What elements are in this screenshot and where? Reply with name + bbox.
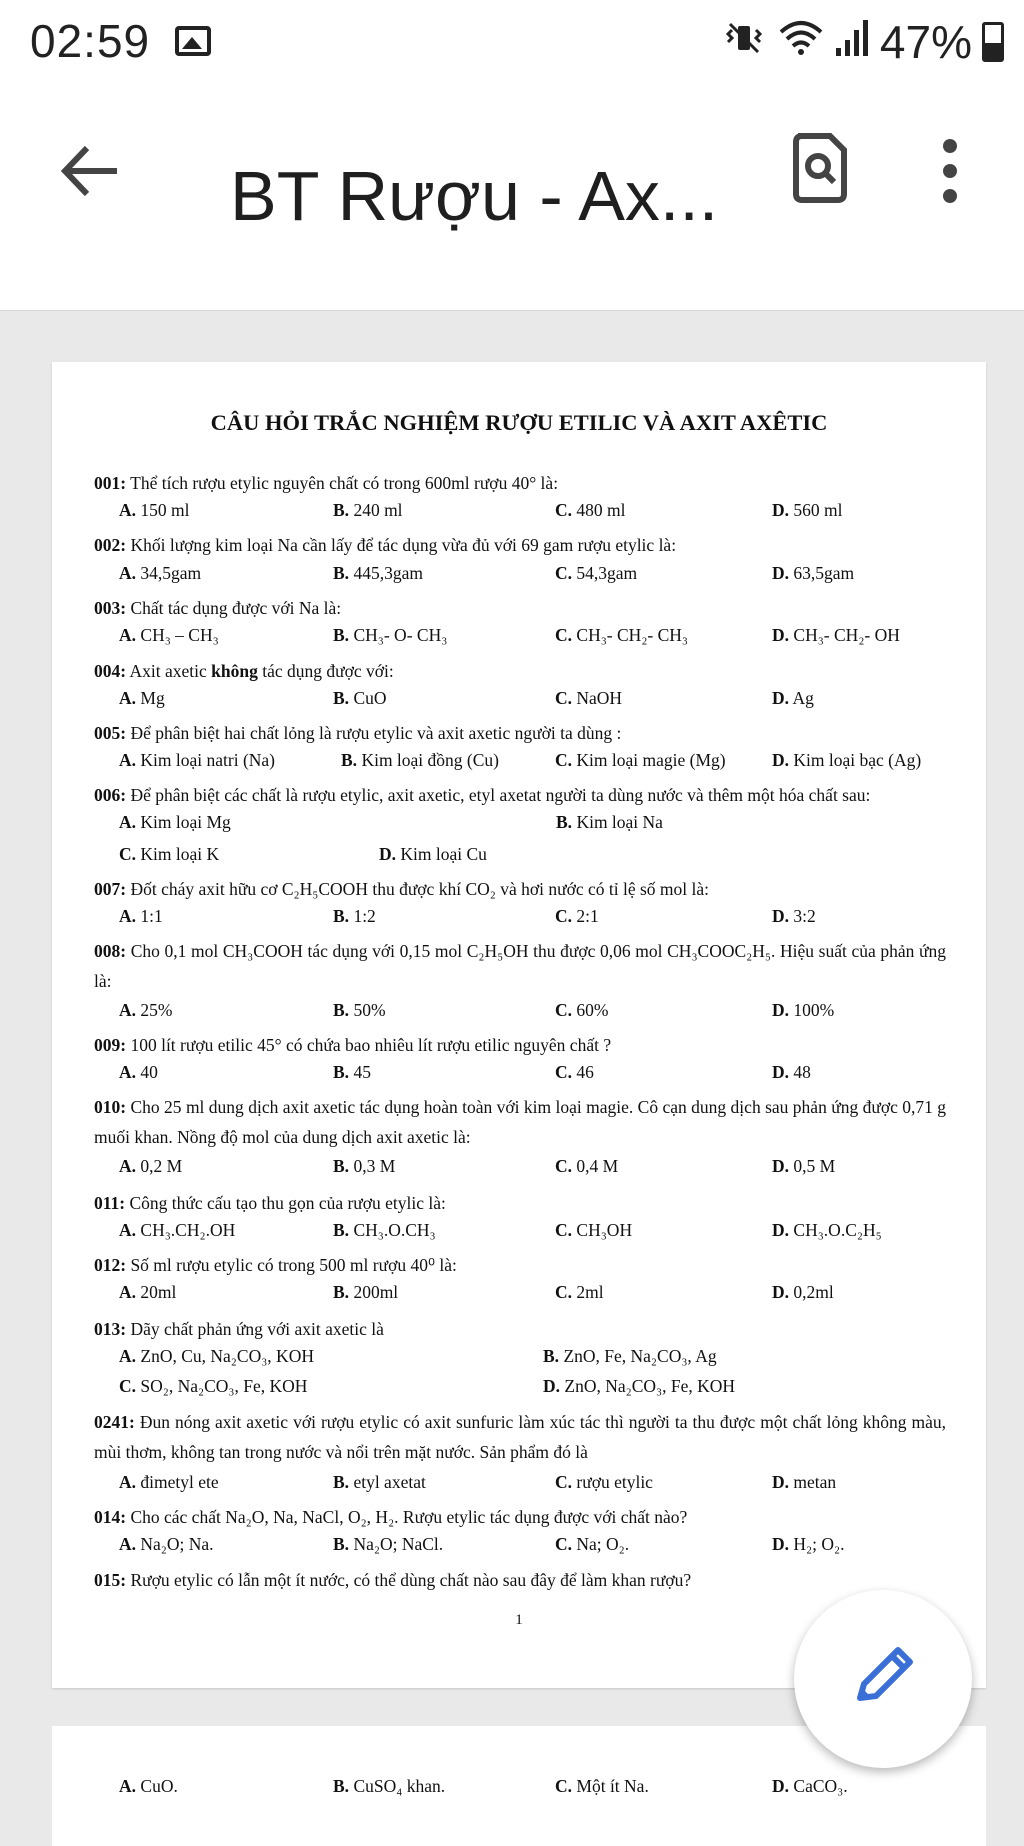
option-c: C. 54,3gam — [555, 563, 638, 583]
option-d: D. Kim loại Cu — [379, 844, 487, 864]
question-number: 003: — [94, 598, 127, 618]
option-a: A. ZnO, Cu, Na₂CO₃, KOH — [119, 1346, 314, 1366]
question — [94, 593, 946, 623]
option-d: D. CH₃- CH₂- OH — [772, 625, 900, 645]
option-a: A. Mg — [119, 688, 165, 708]
option-b: B. 240 ml — [333, 500, 403, 520]
battery-icon — [982, 22, 1004, 62]
option-a: A. 25% — [119, 1000, 173, 1020]
answer-options — [119, 844, 966, 874]
option-d: D. Kim loại bạc (Ag) — [772, 750, 922, 770]
option-a: A. 0,2 M — [119, 1156, 183, 1176]
pencil-icon — [846, 1640, 920, 1714]
answer-options — [119, 500, 966, 530]
answer-options — [119, 563, 966, 593]
edit-fab-button[interactable] — [794, 1590, 972, 1768]
option-a: A. CuO. — [119, 1776, 178, 1796]
page-number: 1 — [515, 1612, 523, 1628]
question-text: Thể tích rượu etylic nguyên chất có trong 600ml rượu 40° là: — [130, 473, 559, 493]
question-number: 013: — [94, 1319, 127, 1339]
option-a: A. 40 — [119, 1062, 158, 1082]
answer-options — [119, 1156, 966, 1186]
question-text: Đun nóng axit axetic với rượu etylic có axit sunfuric làm xúc tác thì người ta thu được một chất lỏng không màu, mùi thơm, không tan trong nước và nổi trên mặt nước. Sản phẩm đó là — [94, 1412, 947, 1462]
answer-options — [119, 1282, 966, 1312]
question-number: 009: — [94, 1035, 127, 1055]
option-c: C. CH₃OH — [555, 1220, 633, 1240]
option-b: B. CuO — [333, 688, 387, 708]
question — [94, 1407, 946, 1467]
option-a: A. 150 ml — [119, 500, 190, 520]
question — [94, 1030, 946, 1060]
arrow-left-icon — [55, 136, 125, 206]
option-b: B. etyl axetat — [333, 1472, 426, 1492]
question-text: Công thức cấu tạo thu gọn của rượu etylic là: — [129, 1193, 446, 1213]
option-b: B. ZnO, Fe, Na₂CO₃, Ag — [543, 1346, 717, 1366]
option-d: D. Ag — [772, 688, 814, 708]
answer-options — [119, 1346, 966, 1376]
document-page — [52, 362, 986, 1688]
option-c: C. Kim loại K — [119, 844, 220, 864]
question — [94, 468, 946, 498]
question-number: 002: — [94, 535, 127, 555]
option-d: D. 560 ml — [772, 500, 843, 520]
option-a: A. CH₃ – CH₃ — [119, 625, 219, 645]
question-number: 005: — [94, 723, 127, 743]
question-text: Số ml rượu etylic có trong 500 ml rượu 40⁰ là: — [130, 1255, 457, 1275]
question-text: Đốt cháy axit hữu cơ C₂H₅COOH thu được khí CO₂ và hơi nước có tỉ lệ số mol là: — [130, 879, 710, 899]
question-number: 0241: — [94, 1412, 135, 1432]
option-c: C. rượu etylic — [555, 1472, 653, 1492]
option-b: B. 1:2 — [333, 906, 376, 926]
question-text: Chất tác dụng được với Na là: — [130, 598, 342, 618]
option-b: B. 45 — [333, 1062, 371, 1082]
doc-heading: CÂU HỎI TRẮC NGHIỆM RƯỢU ETILIC VÀ AXIT AXÊTIC — [210, 410, 828, 435]
option-d: D. 0,2ml — [772, 1282, 834, 1302]
option-b: B. CH₃.O.CH₃ — [333, 1220, 436, 1240]
option-d: D. metan — [772, 1472, 837, 1492]
status-icons — [726, 14, 1004, 70]
answer-options — [119, 750, 966, 780]
answer-options — [119, 1000, 966, 1030]
question-text: Dãy chất phản ứng với axit axetic là — [130, 1319, 384, 1339]
question: 004: Axit axetic không tác dụng được với: — [94, 661, 394, 681]
option-c: C. Một ít Na. — [555, 1776, 649, 1796]
app-bar — [0, 86, 1024, 311]
option-b: B. Kim loại Na — [556, 812, 663, 832]
question-number: 004: — [94, 661, 127, 681]
answer-options — [119, 812, 966, 842]
option-d: D. ZnO, Na₂CO₃, Fe, KOH — [543, 1376, 736, 1396]
more-vert-icon — [930, 136, 970, 206]
option-d: D. CH₃.O.C₂H₅ — [772, 1220, 882, 1240]
question-text: Để phân biệt hai chất lỏng là rượu etylic và axit axetic người ta dùng : — [130, 723, 622, 743]
answer-options — [119, 688, 966, 718]
option-a: A. 34,5gam — [119, 563, 202, 583]
emphasis: không — [211, 661, 258, 681]
answer-options — [119, 1472, 966, 1502]
question — [94, 780, 946, 810]
question-number: 008: — [94, 941, 127, 961]
answer-options — [119, 1220, 966, 1250]
question-text: Để phân biệt các chất là rượu etylic, axit axetic, etyl axetat người ta dùng nước và thêm một hóa chất sau: — [130, 785, 871, 805]
option-c: C. Na; O₂. — [555, 1534, 630, 1554]
answer-options — [119, 1376, 966, 1406]
option-b: B. 445,3gam — [333, 563, 423, 583]
option-c: C. 2ml — [555, 1282, 604, 1302]
option-c: C. 60% — [555, 1000, 609, 1020]
question-number: 007: — [94, 879, 127, 899]
signal-icon — [834, 18, 870, 67]
question — [94, 718, 946, 748]
option-b: B. CH₃- O- CH₃ — [333, 625, 448, 645]
option-d: D. 0,5 M — [772, 1156, 836, 1176]
status-time: 02:59 — [30, 15, 151, 67]
option-a: A. Kim loại natri (Na) — [119, 750, 275, 770]
option-b: B. 50% — [333, 1000, 386, 1020]
question — [94, 1188, 946, 1218]
option-b: B. CuSO₄ khan. — [333, 1776, 446, 1796]
option-a: A. đimetyl ete — [119, 1472, 219, 1492]
option-c: C. Kim loại magie (Mg) — [555, 750, 726, 770]
answer-options — [119, 625, 966, 655]
option-a: A. CH₃.CH₂.OH — [119, 1220, 236, 1240]
image-notification-icon — [175, 26, 211, 56]
option-c: C. CH₃- CH₂- CH₃ — [555, 625, 689, 645]
option-c: C. 46 — [555, 1062, 594, 1082]
option-c: C. SO₂, Na₂CO₃, Fe, KOH — [119, 1376, 308, 1396]
answer-options — [119, 1062, 966, 1092]
more-options-button[interactable] — [930, 136, 970, 206]
option-a: A. 1:1 — [119, 906, 163, 926]
question-number: 012: — [94, 1255, 127, 1275]
find-in-page-icon — [790, 132, 850, 204]
option-d: D. 100% — [772, 1000, 835, 1020]
document-title: BT Rượu - Ax... — [230, 157, 719, 235]
question-number: 006: — [94, 785, 127, 805]
question-number: 014: — [94, 1507, 127, 1527]
question-number: 015: — [94, 1570, 127, 1590]
question-number: 001: — [94, 473, 127, 493]
question-text: Cho 25 ml dung dịch axit axetic tác dụng hoàn toàn với kim loại magie. Cô cạn dung dịch sau phản ứng được 0,71 g muối khan. Nồng độ mol của dung dịch axit axetic là: — [94, 1097, 947, 1147]
question — [94, 530, 946, 560]
option-d: D. 3:2 — [772, 906, 816, 926]
answer-options — [119, 906, 966, 936]
mute-vibrate-icon — [726, 20, 768, 65]
option-c: C. 2:1 — [555, 906, 599, 926]
question — [94, 1502, 946, 1532]
battery-percent: 47% — [879, 16, 972, 68]
option-a: A. 20ml — [119, 1282, 177, 1302]
option-a: A. Na₂O; Na. — [119, 1534, 214, 1554]
question-number: 011: — [94, 1193, 126, 1213]
question-text: Cho 0,1 mol CH₃COOH tác dụng với 0,15 mol C₂H₅OH thu được 0,06 mol CH₃COOC₂H₅. Hiệu suất của phản ứng là: — [94, 941, 947, 991]
question-text: Rượu etylic có lẫn một ít nước, có thể dùng chất nào sau đây để làm khan rượu? — [130, 1570, 692, 1590]
option-c: C. NaOH — [555, 688, 623, 708]
question — [94, 874, 946, 904]
option-b: B. Kim loại đồng (Cu) — [341, 750, 499, 770]
question — [94, 1565, 946, 1595]
question-text: Cho các chất Na₂O, Na, NaCl, O₂, H₂. Rượu etylic tác dụng được với chất nào? — [130, 1507, 688, 1527]
option-d: D. 63,5gam — [772, 563, 855, 583]
option-d: D. H₂; O₂. — [772, 1534, 845, 1554]
answer-options — [119, 1534, 966, 1564]
option-d: D. 48 — [772, 1062, 811, 1082]
question — [94, 936, 946, 996]
back-button[interactable] — [55, 136, 125, 206]
option-d: D. CaCO₃. — [772, 1776, 848, 1796]
option-b: B. Na₂O; NaCl. — [333, 1534, 444, 1554]
option-b: B. 0,3 M — [333, 1156, 396, 1176]
question-number: 010: — [94, 1097, 127, 1117]
find-in-page-button[interactable] — [790, 132, 850, 204]
option-a: A. Kim loại Mg — [119, 812, 231, 832]
question — [94, 1250, 946, 1280]
option-b: B. 200ml — [333, 1282, 399, 1302]
option-c: C. 0,4 M — [555, 1156, 619, 1176]
question-text: Khối lượng kim loại Na cần lấy để tác dụng vừa đủ với 69 gam rượu etylic là: — [130, 535, 677, 555]
question-text: 100 lít rượu etilic 45° có chứa bao nhiêu lít rượu etilic nguyên chất ? — [130, 1035, 612, 1055]
status-bar — [0, 0, 1024, 86]
wifi-icon — [778, 18, 824, 67]
question — [94, 1314, 946, 1344]
question — [94, 1092, 946, 1152]
answer-options — [119, 1776, 966, 1806]
option-c: C. 480 ml — [555, 500, 626, 520]
